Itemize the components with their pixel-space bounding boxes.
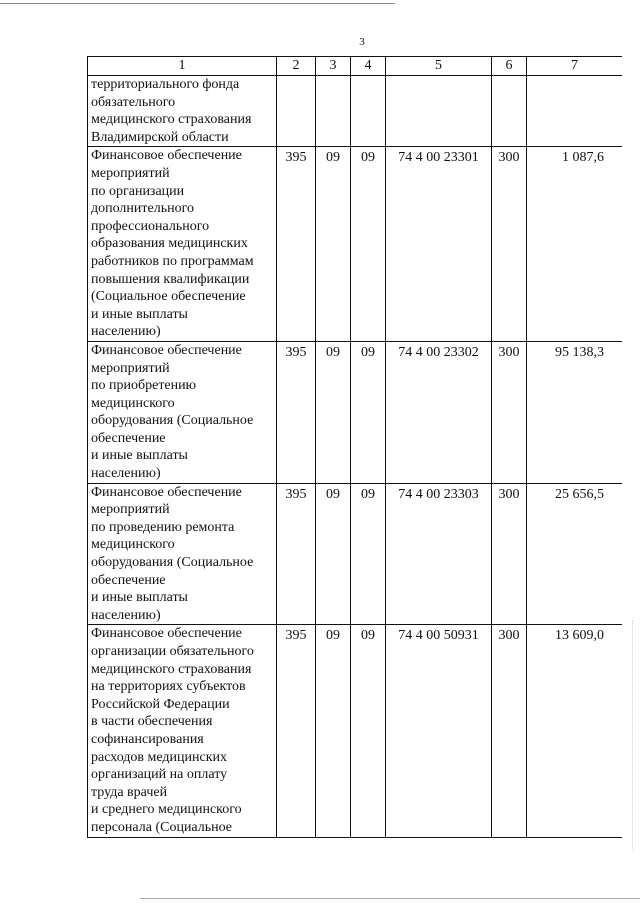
row-name-cell: территориального фонда обязательного медицинского страхования Владимирской области <box>88 76 277 147</box>
row-amount-cell: 1 087,6 <box>527 147 623 342</box>
scan-margin-artifact <box>632 620 637 850</box>
scan-top-edge-line <box>0 3 395 4</box>
row-section-cell <box>316 76 351 147</box>
table-row <box>88 76 623 147</box>
row-expense-type-cell: 300 <box>492 341 527 483</box>
row-expense-type-cell: 300 <box>492 625 527 837</box>
budget-table-container <box>87 56 622 856</box>
row-target-article-cell: 74 4 00 50931 <box>386 625 492 837</box>
page-number: 3 <box>359 36 365 48</box>
table-row <box>88 483 623 625</box>
column-header-3: 3 <box>316 57 351 76</box>
column-header-5: 5 <box>386 57 492 76</box>
row-amount-cell: 13 609,0 <box>527 625 623 837</box>
row-section-cell: 09 <box>316 625 351 837</box>
row-section-cell: 09 <box>316 341 351 483</box>
row-expense-type-cell: 300 <box>492 147 527 342</box>
column-header-4: 4 <box>351 57 386 76</box>
column-header-7: 7 <box>527 57 623 76</box>
row-subsection-cell: 09 <box>351 483 386 625</box>
table-row <box>88 341 623 483</box>
row-target-article-cell: 74 4 00 23303 <box>386 483 492 625</box>
column-header-2: 2 <box>277 57 316 76</box>
row-code-cell: 395 <box>277 483 316 625</box>
row-name-cell: Финансовое обеспечение организации обязательного медицинского страхования на территориях субъектов Российской Федерации в части обеспечения софинансирования расходов медицинских организаций на оплату труда врачей и среднего медицинского персонала (Социальное <box>88 625 277 837</box>
row-subsection-cell <box>351 76 386 147</box>
row-section-cell: 09 <box>316 483 351 625</box>
row-subsection-cell: 09 <box>351 147 386 342</box>
table-header-row <box>88 57 623 76</box>
row-code-cell: 395 <box>277 625 316 837</box>
table-row <box>88 147 623 342</box>
row-target-article-cell <box>386 76 492 147</box>
row-name-cell: Финансовое обеспечение мероприятий по приобретению медицинского оборудования (Социальное обеспечение и иные выплаты населению) <box>88 341 277 483</box>
row-amount-cell: 95 138,3 <box>527 341 623 483</box>
row-code-cell: 395 <box>277 341 316 483</box>
scan-bottom-edge-line <box>140 898 640 899</box>
row-name-cell: Финансовое обеспечение мероприятий по организации дополнительного профессионального образования медицинских работников по программам повышения квалификации (Социальное обеспечение и иные выплаты населению) <box>88 147 277 342</box>
row-amount-cell <box>527 76 623 147</box>
table-row <box>88 625 623 837</box>
row-target-article-cell: 74 4 00 23301 <box>386 147 492 342</box>
row-subsection-cell: 09 <box>351 625 386 837</box>
row-target-article-cell: 74 4 00 23302 <box>386 341 492 483</box>
row-expense-type-cell <box>492 76 527 147</box>
row-name-cell: Финансовое обеспечение мероприятий по проведению ремонта медицинского оборудования (Социальное обеспечение и иные выплаты населению) <box>88 483 277 625</box>
row-expense-type-cell: 300 <box>492 483 527 625</box>
column-header-6: 6 <box>492 57 527 76</box>
row-code-cell: 395 <box>277 147 316 342</box>
column-header-1: 1 <box>88 57 277 76</box>
budget-table <box>87 56 622 838</box>
row-amount-cell: 25 656,5 <box>527 483 623 625</box>
row-code-cell <box>277 76 316 147</box>
row-subsection-cell: 09 <box>351 341 386 483</box>
row-section-cell: 09 <box>316 147 351 342</box>
